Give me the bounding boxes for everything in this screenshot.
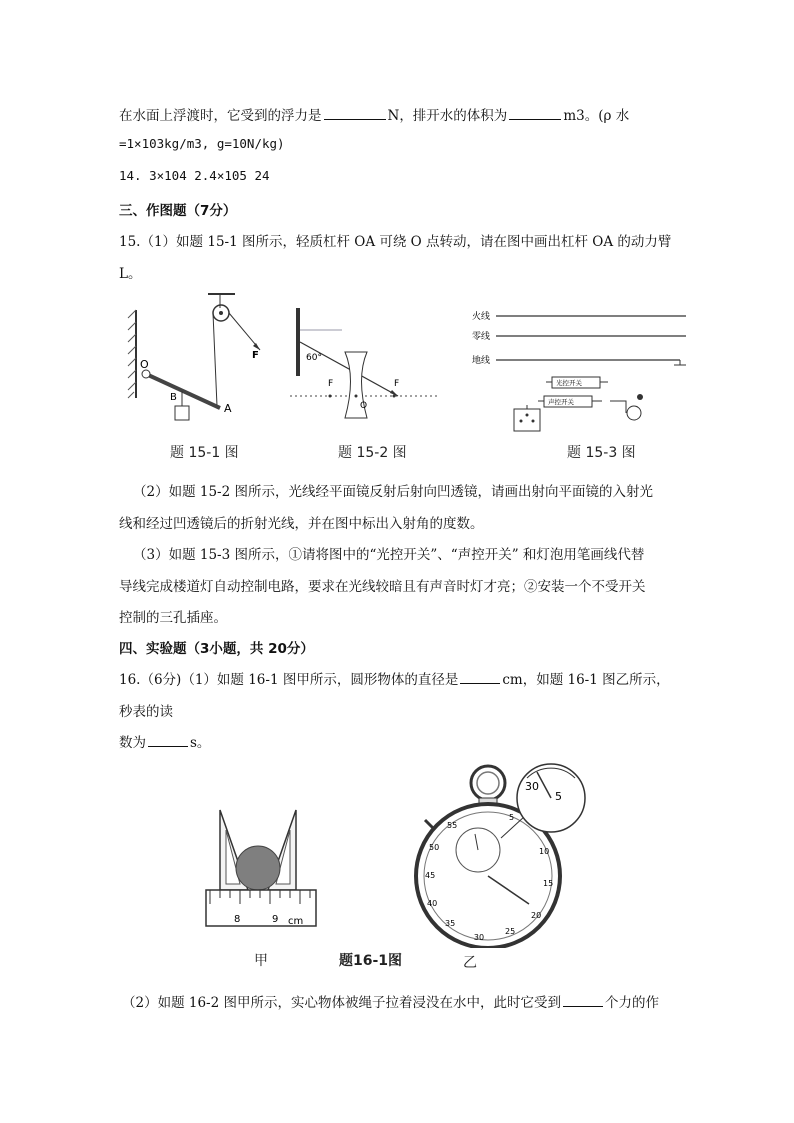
q13-line1 (119, 104, 629, 124)
dial-25: 25 (505, 927, 516, 936)
figure-15-3 (468, 305, 693, 440)
dial-10: 10 (539, 847, 550, 856)
caption-15-1: 题 15-1 图 (170, 445, 239, 461)
dial-45: 45 (425, 871, 436, 880)
label-force: F (252, 350, 259, 361)
figure-16-1-yi (405, 758, 605, 948)
q15-p2-line1: （2）如题 15-2 图所示，光线经平面镜反射后射向凹透镜，请画出射向平面镜的入射光 (133, 484, 653, 500)
figure-15-2 (290, 300, 440, 440)
label-optical-center: O (360, 401, 368, 411)
ruler-mark-9: 9 (272, 914, 279, 925)
q16-text-a: 16.（6分)（1）如题 16-1 图甲所示，圆形物体的直径是 (119, 672, 459, 688)
label-o: O (140, 358, 149, 371)
ruler-mark-8: 8 (234, 914, 241, 925)
q16-text-e: （2）如题 16-2 图甲所示，实心物体被绳子拉着浸没在水中，此时它受到 (122, 995, 561, 1011)
inset-mark-5: 5 (555, 790, 562, 803)
q13-text-c: m3。(ρ 水 (563, 108, 630, 124)
switch-light-label: 光控开关 (556, 379, 582, 387)
label-jia: 甲 (254, 953, 268, 969)
dial-5: 5 (509, 813, 515, 822)
answer-blank (148, 734, 188, 747)
label-b: B (170, 392, 177, 403)
caption-15-3: 题 15-3 图 (567, 445, 636, 461)
inset-mark-30: 30 (525, 780, 539, 793)
label-focus-left: F (328, 379, 334, 389)
label-a: A (224, 402, 232, 415)
dial-35: 35 (445, 919, 456, 928)
wire-ground-label: 地线 (472, 356, 491, 366)
q13-line2: =1×103kg/m3, g=10N/kg) (119, 136, 285, 151)
answer-blank (324, 107, 386, 120)
section4-heading: 四、实验题（3小题，共 20分） (119, 641, 314, 657)
switch-sound-label: 声控开关 (548, 398, 574, 406)
q16-line1 (119, 668, 670, 688)
q15-p3-line1: （3）如题 15-3 图所示，①请将图中的“光控开关”、“声控开关” 和灯泡用笔画线代替 (133, 547, 645, 563)
wire-live-label: 火线 (472, 312, 491, 322)
q13-text-a: 在水面上浮渡时，它受到的浮力是 (119, 108, 322, 124)
q16-text-d: s。 (190, 735, 211, 751)
figure-16-1-jia (200, 800, 320, 940)
q14-answer: 14. 3×104 2.4×105 24 (119, 168, 270, 183)
q16-line4 (122, 991, 659, 1011)
label-focus-right: F (394, 379, 400, 389)
section3-heading: 三、作图题（7分） (119, 203, 237, 219)
q16-text-c: 数为 (119, 735, 146, 751)
q13-text-b: N，排开水的体积为 (387, 108, 508, 124)
wire-neutral-label: 零线 (472, 332, 491, 342)
q15-p2-line2: 线和经过凹透镜后的折射光线，并在图中标出入射角的度数。 (119, 516, 484, 532)
dial-40: 40 (427, 899, 438, 908)
q16-text-b: cm，如题 16-1 图乙所示， (502, 672, 670, 688)
caption-15-2: 题 15-2 图 (338, 445, 407, 461)
angle-label: 60° (306, 353, 322, 363)
answer-blank (509, 107, 561, 120)
dial-15: 15 (543, 879, 554, 888)
q16-line2: 秒表的读 (119, 704, 173, 720)
answer-blank (563, 994, 603, 1007)
q16-line3 (119, 731, 210, 751)
dial-30: 30 (473, 933, 485, 942)
figure-15-1 (120, 288, 280, 463)
q15-p3-line2: 导线完成楼道灯自动控制电路，要求在光线较暗且有声音时灯才亮；②安装一个不受开关 (119, 579, 646, 595)
label-yi: 乙 (463, 955, 477, 971)
answer-blank (460, 671, 500, 684)
q15-p3-line3: 控制的三孔插座。 (119, 610, 227, 626)
q15-p1-line2: L。 (119, 266, 142, 282)
ruler-unit: cm (288, 916, 304, 927)
dial-20: 20 (531, 911, 542, 920)
caption-16-1: 题16-1图 (339, 953, 403, 969)
q15-p1-line1: 15.（1）如题 15-1 图所示，轻质杠杆 OA 可绕 O 点转动，请在图中画出杠杆 OA 的动力臂 (119, 234, 672, 250)
dial-55: 55 (447, 821, 458, 830)
q16-text-f: 个力的作 (605, 995, 659, 1011)
dial-50: 50 (429, 843, 440, 852)
